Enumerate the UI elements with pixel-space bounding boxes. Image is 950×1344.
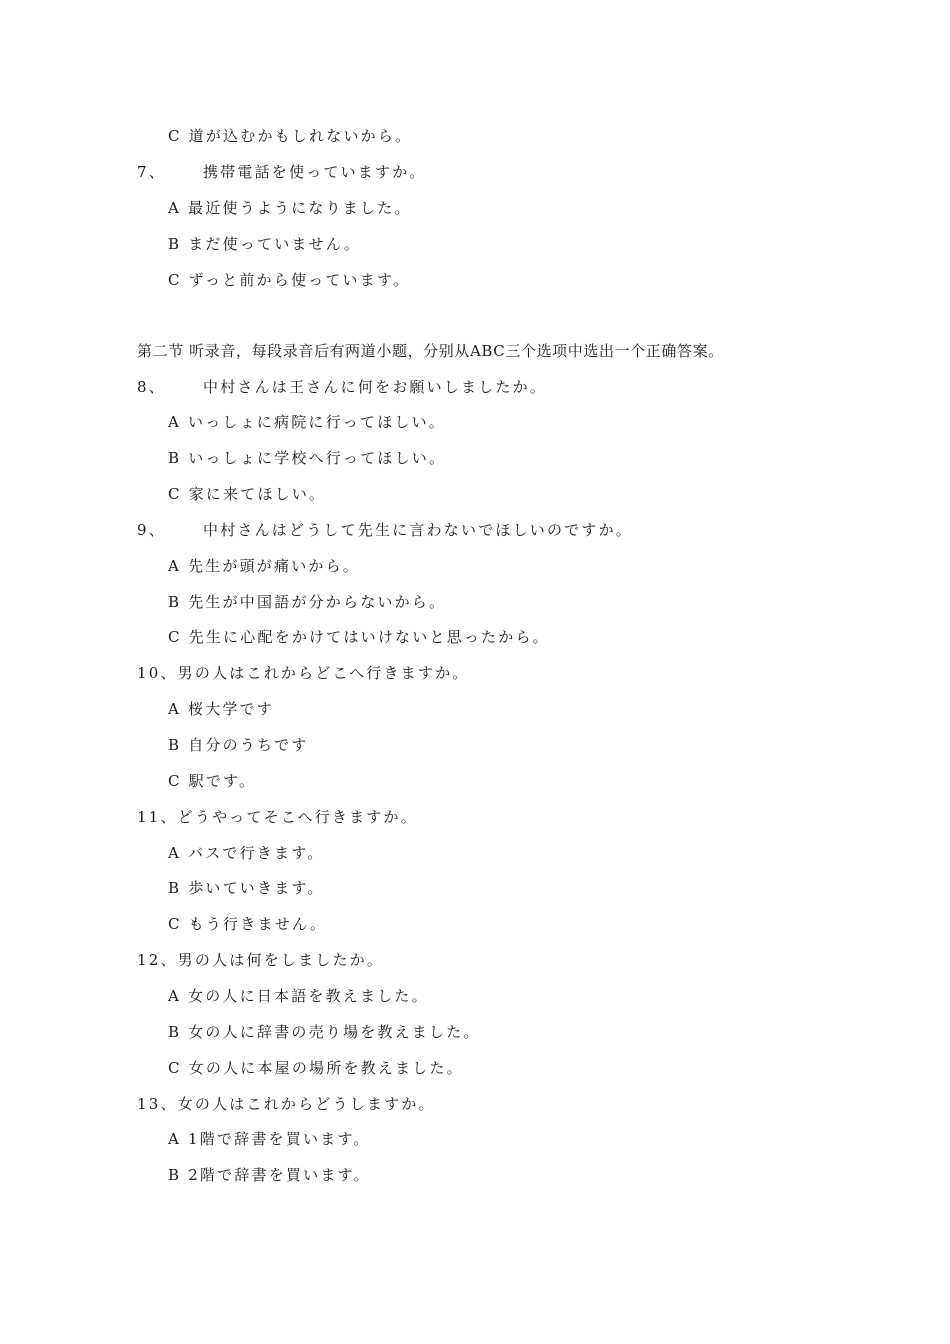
q8-option-a: A いっしょに病院に行ってほしい。 bbox=[168, 413, 447, 431]
q7-option-a: A 最近使うようになりました。 bbox=[168, 199, 412, 217]
question-13: 13、女の人はこれからどうしますか。 bbox=[137, 1095, 436, 1113]
q13-option-a: A 1階で辞書を買います。 bbox=[168, 1130, 371, 1148]
q7-option-c: C ずっと前から使っています。 bbox=[168, 271, 411, 289]
question-11: 11、どうやってそこへ行きますか。 bbox=[137, 808, 418, 826]
question-7 bbox=[137, 162, 427, 182]
question-text: 中村さんはどうして先生に言わないでほしいのですか。 bbox=[203, 521, 634, 539]
q10-option-c: C 駅です。 bbox=[168, 772, 257, 790]
question-number: 7、 bbox=[137, 163, 166, 181]
question-number: 8、 bbox=[137, 378, 166, 396]
q9-option-b: B 先生が中国語が分からないから。 bbox=[168, 593, 447, 611]
question-text: 携帯電話を使っていますか。 bbox=[203, 163, 427, 181]
q6-option-c: C 道が込むかもしれないから。 bbox=[168, 127, 413, 145]
question-number: 9、 bbox=[137, 521, 166, 539]
q10-option-b: B 自分のうちです bbox=[168, 736, 309, 754]
q8-option-b: B いっしょに学校へ行ってほしい。 bbox=[168, 449, 447, 467]
q12-option-c: C 女の人に本屋の場所を教えました。 bbox=[168, 1059, 464, 1077]
question-9 bbox=[137, 520, 633, 540]
q9-option-c: C 先生に心配をかけてはいけないと思ったから。 bbox=[168, 628, 550, 646]
question-12: 12、男の人は何をしましたか。 bbox=[137, 951, 385, 969]
question-10: 10、男の人はこれからどこへ行きますか。 bbox=[137, 664, 470, 682]
question-text: 中村さんは王さんに何をお願いしましたか。 bbox=[203, 378, 548, 396]
q10-option-a: A 桜大学です bbox=[168, 700, 275, 718]
q9-option-a: A 先生が頭が痛いから。 bbox=[168, 557, 361, 575]
q11-option-b: B 歩いていきます。 bbox=[168, 879, 325, 897]
q11-option-a: A バスで行きます。 bbox=[168, 844, 325, 862]
section-heading: 第二节 听录音，每段录音后有两道小题，分别从ABC三个选项中选出一个正确答案。 bbox=[137, 342, 724, 360]
q7-option-b: B まだ使っていません。 bbox=[168, 235, 362, 253]
q11-option-c: C もう行きません。 bbox=[168, 915, 328, 933]
q12-option-b: B 女の人に辞書の売り場を教えました。 bbox=[168, 1023, 481, 1041]
q13-option-b: B 2階で辞書を買います。 bbox=[168, 1166, 371, 1184]
q8-option-c: C 家に来てほしい。 bbox=[168, 485, 327, 503]
q12-option-a: A 女の人に日本語を教えました。 bbox=[168, 987, 429, 1005]
question-8 bbox=[137, 377, 547, 397]
